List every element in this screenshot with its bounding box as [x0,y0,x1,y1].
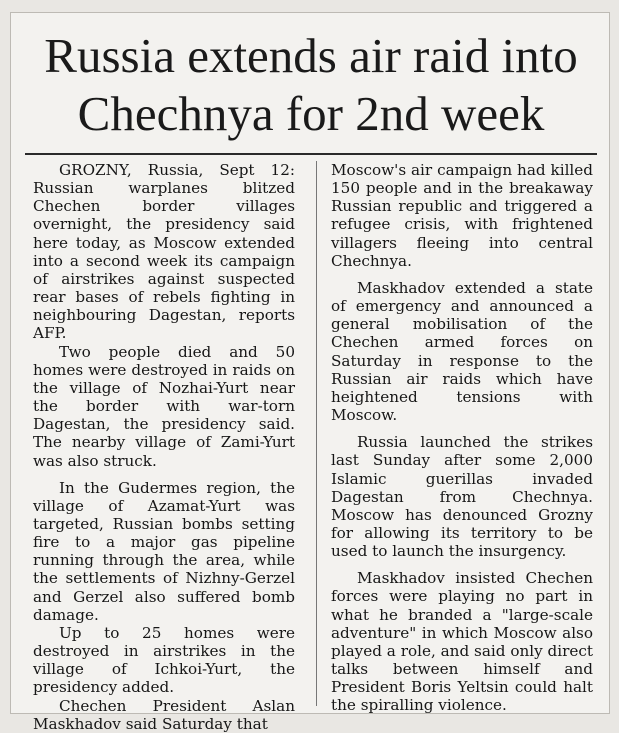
paragraph: In the Gudermes region, the village of Azamat-Yurt was targeted, Russian bombs setting fire to a major gas pipeline running through the area, while the settlements of Nizhny-Gerzel and Gerzel also suffered bomb damage. [33,478,295,624]
column-left [33,161,295,733]
paragraph: Chechen President Aslan Maskhadov said Saturday that [33,696,295,733]
paragraph: Russia launched the strikes last Sunday after some 2,000 Islamic guerillas invaded Dagestan from Chechnya. Moscow has denounced Grozny for allowing its territory to be used to launch the insurgency. [331,433,593,561]
paragraph-text: Russian warplanes blitzed Chechen border villages overnight, the presidency said here today, as Moscow extended into a second week its campaign of airstrikes against suspected rear bases of rebels fighting in neighbouring Dagestan, reports AFP. [33,179,295,343]
paragraph: Up to 25 homes were destroyed in airstrikes in the village of Ichkoi-Yurt, the presidency added. [33,623,295,697]
newspaper-clipping [10,12,610,733]
paragraph: Maskhadov extended a state of emergency and announced a general mobilisation of the Chechen armed forces on Saturday in response to the Russian air raids which have heightened tensions with Moscow. [331,278,593,425]
paragraph: Moscow's air campaign had killed 150 people and in the breakaway Russian republic and triggered a refugee crisis, with frightened villagers fleeing into central Chechnya. [331,161,593,270]
column-right [331,161,593,715]
dateline: GROZNY, Russia, Sept 12: [59,161,295,179]
column-divider [316,161,317,706]
paragraph: Maskhadov insisted Chechen forces were playing no part in what he branded a "large-scale adventure" in which Moscow also played a role, and said only direct talks between himself and President Boris Yeltsin could halt the spiralling violence. [331,569,593,715]
paragraph: Two people died and 50 homes were destroyed in raids on the village of Nozhai-Yurt near the border with war-torn Dagestan, the presidency said. The nearby village of Zami-Yurt was also struck. [33,342,295,470]
headline-rule [25,153,597,155]
headline: Russia extends air raid into Chechnya for 2nd week [44,28,578,141]
paragraph [33,161,295,343]
